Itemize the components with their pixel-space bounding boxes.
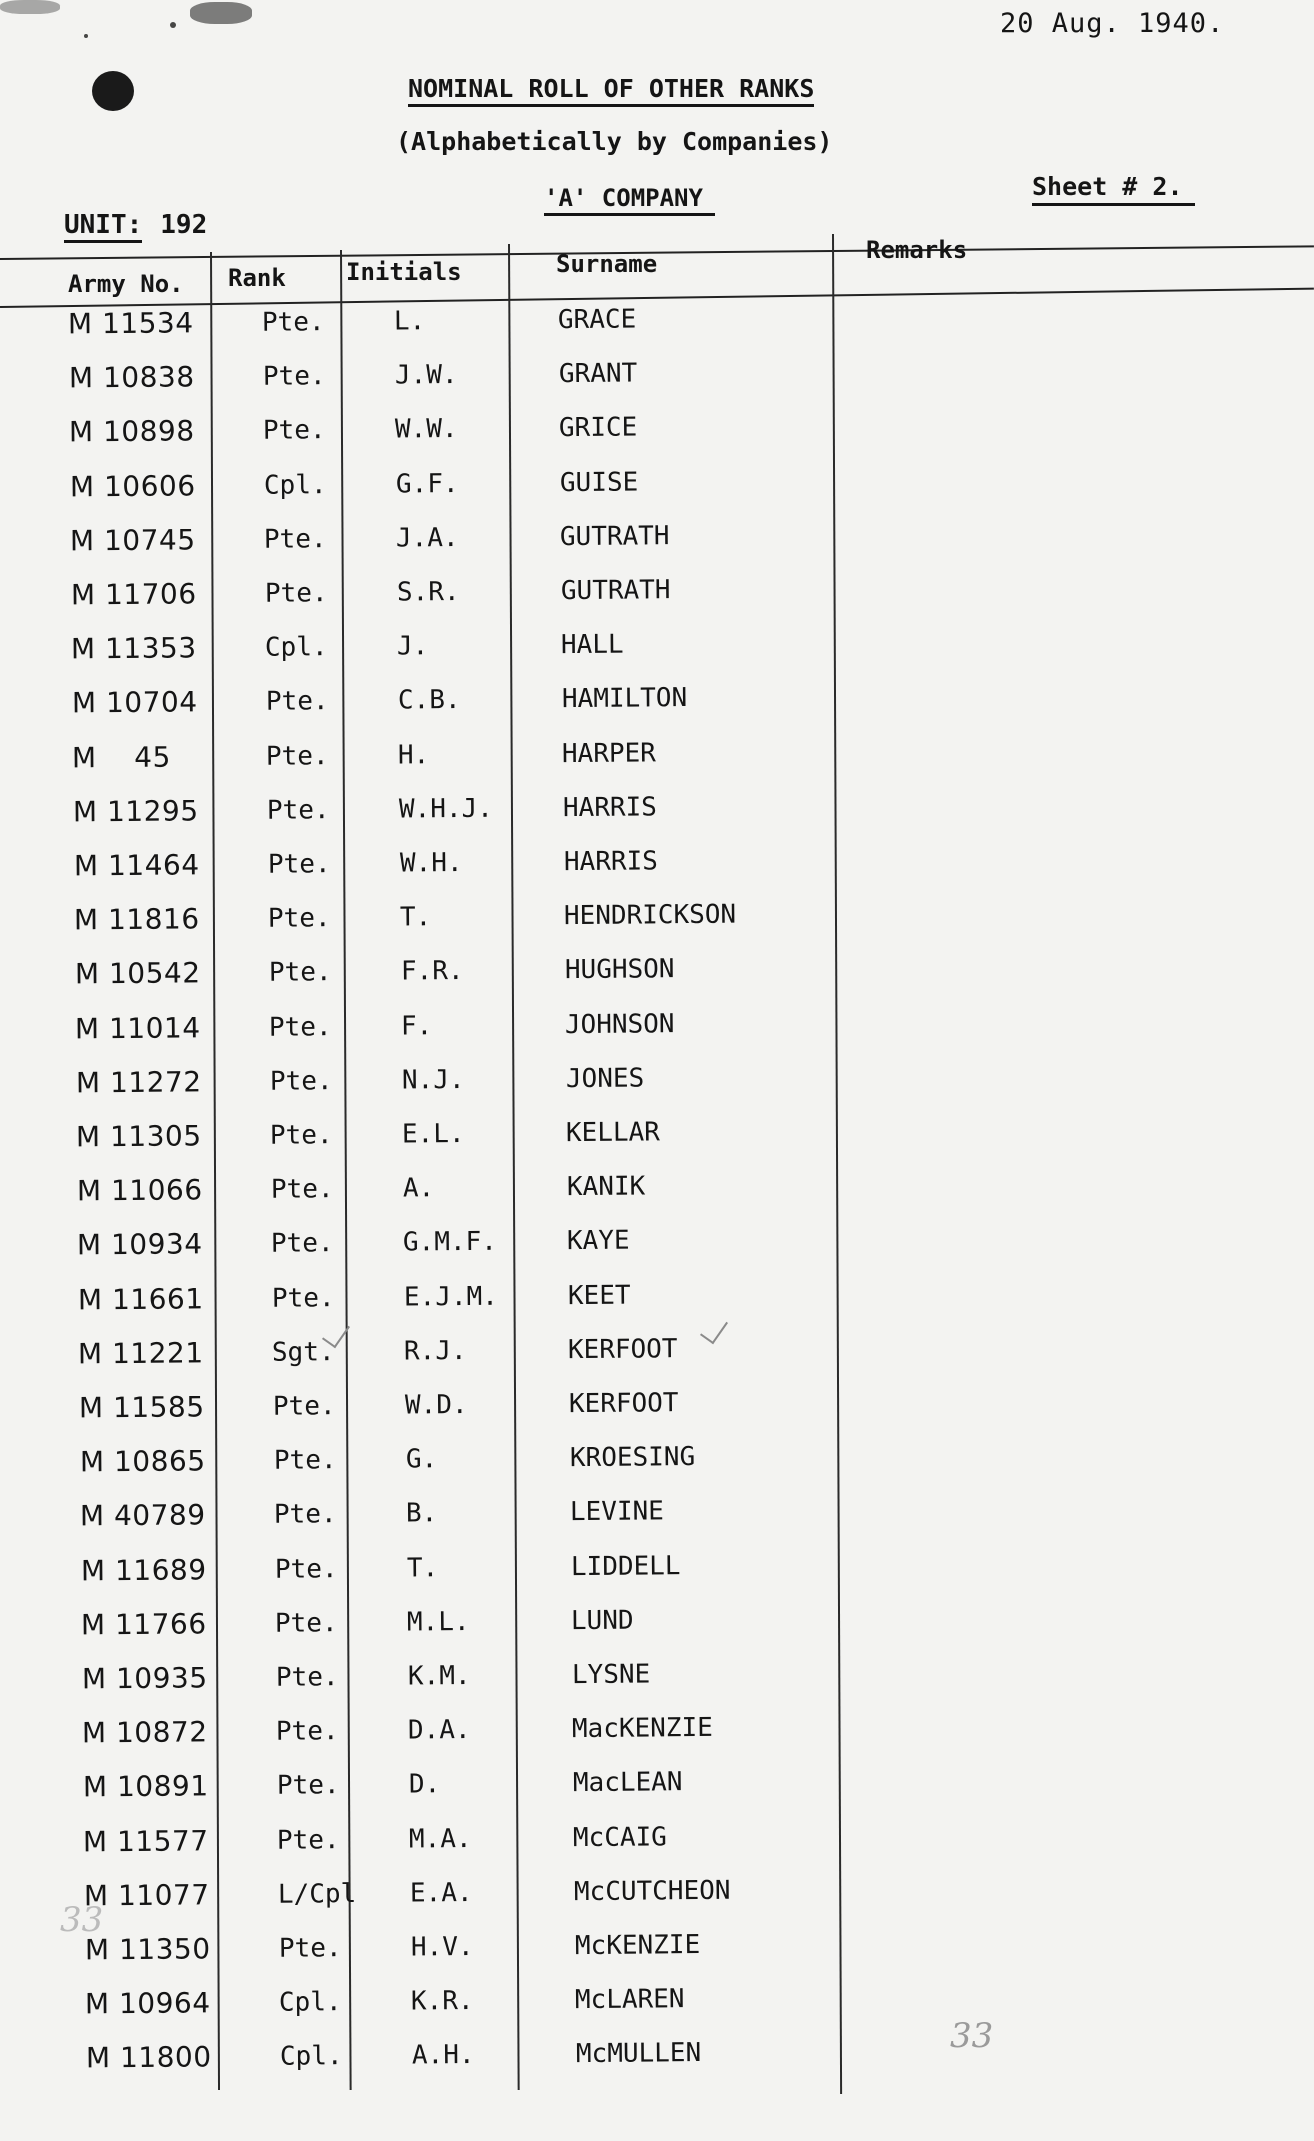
column-header-army-no: Army No. (68, 270, 184, 298)
army-number-cell: M 10964 (84, 1986, 211, 2021)
scan-smudge (0, 0, 60, 14)
initials-cell: H.V. (410, 1932, 474, 1963)
army-number-cell: M 10872 (81, 1715, 208, 1750)
initials-cell: G. (405, 1444, 438, 1475)
surname-cell: HENDRICKSON (563, 899, 737, 932)
surname-cell: KROESING (569, 1442, 696, 1474)
surname-cell: HARPER (561, 737, 656, 769)
surname-cell: McKENZIE (574, 1930, 701, 1962)
initials-cell: D.A. (407, 1715, 471, 1746)
document-date: 20 Aug. 1940. (1000, 8, 1225, 39)
rank-cell: Pte. (276, 1824, 340, 1856)
rank-cell: Pte. (275, 1662, 339, 1693)
initials-cell: T. (399, 902, 432, 933)
army-number-cell: M 10934 (76, 1227, 203, 1262)
rank-cell: Pte. (263, 523, 327, 555)
surname-cell: HAMILTON (561, 683, 688, 715)
surname-cell: GRACE (557, 304, 637, 336)
initials-cell: W.W. (394, 414, 458, 445)
surname-cell: McCAIG (572, 1821, 667, 1853)
rank-cell: Pte. (273, 1445, 337, 1476)
rank-cell: Cpl. (263, 469, 327, 501)
rank-cell: Pte. (261, 307, 325, 338)
surname-cell: HALL (560, 629, 624, 661)
initials-cell: W.H. (399, 848, 463, 879)
unit-line (64, 210, 207, 240)
rank-cell: Pte. (266, 794, 330, 826)
surname-cell: HARRIS (563, 846, 658, 878)
army-number-cell: M 11689 (80, 1552, 207, 1587)
surname-cell: GUTRATH (560, 575, 671, 607)
company-heading: 'A' COMPANY (544, 184, 715, 216)
surname-cell: MacLEAN (572, 1767, 683, 1799)
rank-cell: Cpl. (278, 1987, 342, 2018)
rank-cell: L/Cpl (277, 1878, 357, 1910)
army-number-cell: M 11077 (83, 1878, 210, 1913)
army-number-cell: M 10891 (82, 1769, 209, 1804)
army-number-cell: M 40789 (79, 1498, 206, 1533)
army-number-cell: M 11066 (76, 1173, 203, 1208)
rank-cell: Pte. (278, 1933, 342, 1964)
initials-cell: K.M. (407, 1661, 471, 1692)
army-number-cell: M 11272 (75, 1065, 202, 1100)
army-number-cell: M 10865 (79, 1444, 206, 1479)
army-number-cell: M 11295 (72, 794, 199, 829)
document-subtitle: (Alphabetically by Companies) (396, 127, 833, 156)
initials-cell: G.M.F. (402, 1227, 497, 1258)
column-header-rank: Rank (228, 264, 286, 292)
column-header-surname: Surname (556, 250, 658, 278)
initials-cell: T. (406, 1552, 439, 1584)
initials-cell: D. (408, 1769, 441, 1800)
surname-cell: KEET (567, 1280, 631, 1311)
initials-cell: W.H.J. (398, 793, 493, 825)
surname-cell: KANIK (566, 1171, 646, 1203)
rank-cell: Pte. (270, 1228, 334, 1260)
surname-cell: LEVINE (569, 1496, 664, 1528)
page-annotation: 33 (950, 2016, 994, 2056)
initials-cell: E.J.M. (403, 1281, 498, 1313)
surname-cell: KERFOOT (567, 1333, 678, 1365)
rank-cell: Pte. (267, 903, 331, 934)
rank-cell: Pte. (262, 361, 326, 392)
surname-cell: MacKENZIE (571, 1713, 713, 1745)
unit-label: UNIT: (64, 210, 142, 243)
surname-cell: GUTRATH (559, 520, 670, 552)
army-number-cell: M 10838 (68, 360, 195, 395)
scan-smudge (190, 2, 252, 24)
sheet-number: Sheet # 2. (1032, 172, 1195, 206)
rank-cell: Pte. (272, 1391, 336, 1422)
unit-value: 192 (160, 210, 208, 240)
initials-cell: G.F. (395, 468, 459, 500)
initials-cell: J. (396, 631, 429, 662)
surname-cell: HUGHSON (564, 954, 675, 986)
army-number-cell: M 11221 (77, 1336, 204, 1371)
rank-cell: Pte. (264, 578, 328, 609)
army-number-cell: M 11014 (74, 1010, 201, 1045)
rank-cell: Pte. (269, 1065, 333, 1097)
rank-cell: Pte. (274, 1607, 338, 1639)
surname-cell: HARRIS (562, 792, 657, 823)
rank-cell: Pte. (268, 957, 332, 989)
column-header-remarks: Remarks (866, 236, 968, 264)
initials-cell: S.R. (396, 577, 460, 608)
army-number-cell: M 10606 (69, 468, 196, 503)
surname-cell: McCUTCHEON (573, 1875, 731, 1907)
initials-cell: N.J. (401, 1064, 465, 1096)
rank-cell: Pte. (267, 849, 331, 880)
surname-cell: McMULLEN (575, 2038, 702, 2070)
initials-cell: J.A. (395, 522, 459, 554)
army-number-cell: M 11464 (73, 848, 200, 883)
army-number-cell: M 10898 (68, 414, 195, 449)
rank-cell: Pte. (271, 1282, 335, 1314)
army-number-cell: M 10542 (74, 956, 201, 991)
surname-cell: KERFOOT (568, 1388, 679, 1420)
initials-cell: M.A. (408, 1823, 472, 1855)
rank-cell: Pte. (262, 415, 326, 447)
surname-cell: KAYE (566, 1225, 630, 1257)
surname-cell: KELLAR (565, 1117, 660, 1149)
army-number-cell: M 11816 (73, 902, 200, 937)
rank-cell: Pte. (270, 1174, 334, 1205)
rank-cell: Pte. (276, 1770, 340, 1802)
initials-cell: L. (393, 306, 426, 337)
scan-speck (170, 22, 176, 28)
army-number-cell: M 11305 (75, 1119, 202, 1154)
initials-cell: E.L. (401, 1119, 465, 1150)
initials-cell: H. (397, 739, 430, 771)
rank-cell: Sgt. (271, 1336, 335, 1368)
army-number-cell: M 11706 (70, 577, 197, 612)
army-number-cell: M 11766 (80, 1607, 207, 1642)
rank-cell: Pte. (265, 686, 329, 718)
rank-cell: Pte. (274, 1553, 338, 1585)
initials-cell: J.W. (394, 360, 458, 391)
surname-cell: JOHNSON (564, 1008, 675, 1040)
document-title: NOMINAL ROLL OF OTHER RANKS (408, 74, 814, 107)
army-number-cell: M 11350 (84, 1932, 211, 1967)
initials-cell: W.D. (404, 1390, 468, 1421)
initials-cell: F. (400, 1010, 433, 1042)
army-number-cell: M 11585 (78, 1390, 205, 1425)
rank-cell: Cpl. (279, 2041, 343, 2073)
punch-hole-mark (92, 71, 134, 111)
army-number-cell: M 11661 (77, 1281, 204, 1316)
rank-cell: Pte. (275, 1716, 339, 1747)
rank-cell: Pte. (265, 740, 329, 772)
rank-cell: Cpl. (264, 632, 328, 663)
initials-cell: E.A. (409, 1877, 473, 1909)
surname-cell: LUND (570, 1605, 634, 1636)
army-number-cell: M 11534 (67, 306, 194, 341)
initials-cell: C.B. (397, 685, 461, 716)
initials-cell: F.R. (400, 956, 464, 987)
army-number-cell: M 11577 (82, 1823, 209, 1858)
initials-cell: M.L. (406, 1606, 470, 1638)
initials-cell: A.H. (411, 2040, 475, 2071)
surname-cell: JONES (565, 1063, 645, 1094)
surname-cell: McLAREN (574, 1984, 685, 2016)
scan-speck (84, 34, 88, 38)
rank-cell: Pte. (273, 1499, 337, 1531)
table-row (18, 2025, 1314, 2090)
army-number-cell: M 11353 (70, 631, 197, 666)
initials-cell: B. (405, 1498, 438, 1529)
surname-cell: LYSNE (571, 1659, 651, 1691)
column-header-initials: Initials (346, 258, 462, 286)
army-number-cell: M 10935 (81, 1661, 208, 1696)
rank-cell: Pte. (269, 1120, 333, 1151)
army-number-cell: M 10745 (69, 523, 196, 558)
surname-cell: GRANT (558, 358, 638, 390)
initials-cell: A. (402, 1173, 435, 1204)
surname-cell: LIDDELL (570, 1550, 681, 1582)
initials-cell: R.J. (403, 1335, 467, 1367)
army-number-cell: M 10704 (71, 685, 198, 720)
surname-cell: GRICE (558, 412, 638, 444)
margin-annotation: 33 (60, 1900, 104, 1940)
initials-cell: K.R. (410, 1986, 474, 2017)
rank-cell: Pte. (268, 1011, 332, 1043)
surname-cell: GUISE (559, 467, 639, 498)
army-number-cell: M 45 (71, 740, 171, 774)
army-number-cell: M 11800 (85, 2040, 212, 2075)
